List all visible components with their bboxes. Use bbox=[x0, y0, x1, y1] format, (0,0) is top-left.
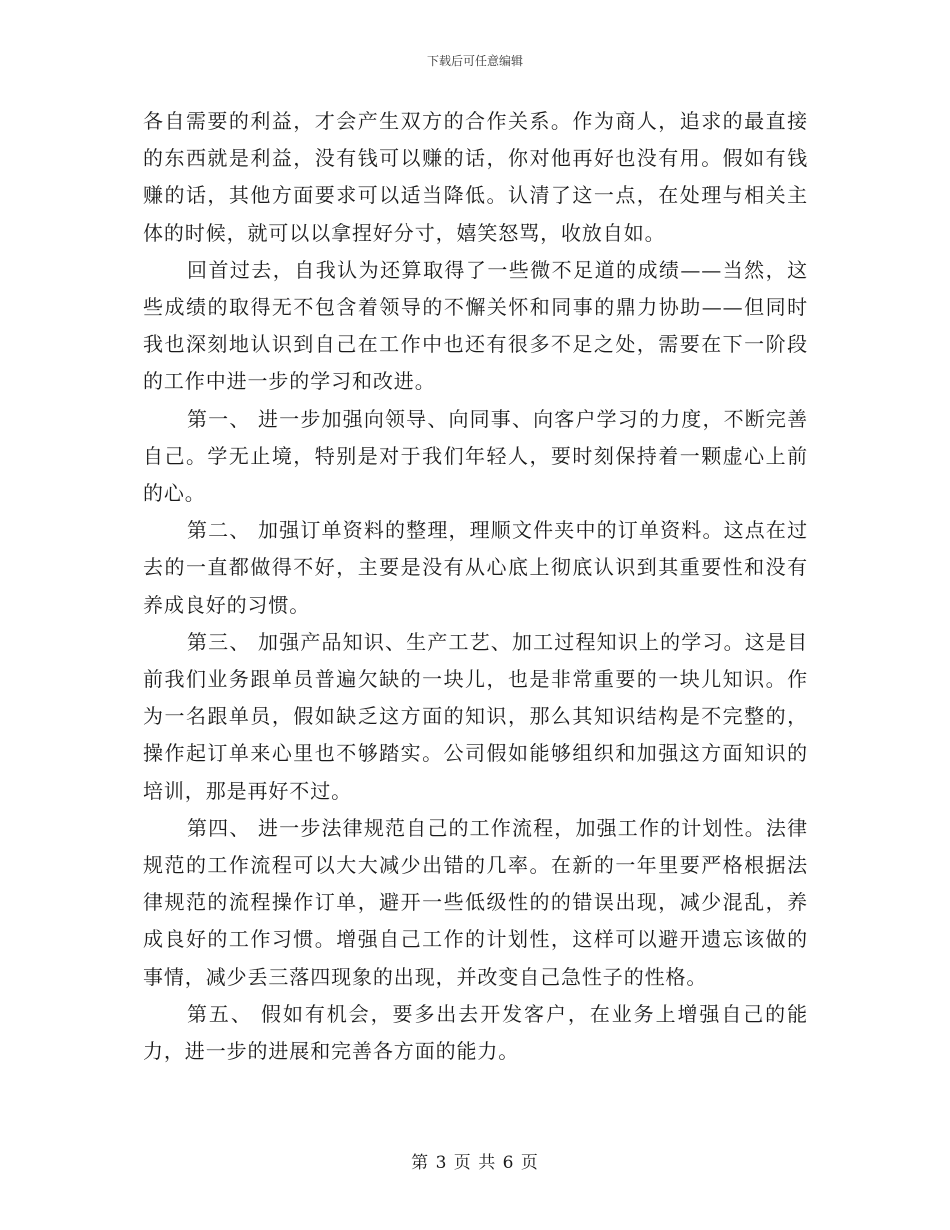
paragraph-point-4: 第四、 进一步法律规范自己的工作流程，加强工作的计划性。法律规范的工作流程可以大大减少出错的几率。在新的一年里要严格根据法律规范的流程操作订单，避开一些低级性的的错误出现，减少混乱，养成良好的工作习惯。增强自己工作的计划性，这样可以避开遗忘该做的事情，减少丢三落四现象的出现，并改变自己急性子的性格。 bbox=[143, 815, 808, 989]
paragraph-continuation: 各自需要的利益，才会产生双方的合作关系。作为商人，追求的最直接的东西就是利益，没有钱可以赚的话，你对他再好也没有用。假如有钱赚的话，其他方面要求可以适当降低。认清了这一点，在处理与相关主体的时候，就可以以拿捏好分寸，嬉笑怒骂，收放自如。 bbox=[143, 109, 808, 245]
page-number: 第 3 页 共 6 页 bbox=[411, 1153, 539, 1173]
document-body bbox=[143, 103, 808, 1070]
paragraph-point-5: 第五、 假如有机会，要多出去开发客户，在业务上增强自己的能力，进一步的进展和完善各方面的能力。 bbox=[143, 1001, 808, 1064]
paragraph-point-1: 第一、 进一步加强向领导、向同事、向客户学习的力度，不断完善自己。学无止境，特别是对于我们年轻人，要时刻保持着一颗虚心上前的心。 bbox=[143, 406, 808, 506]
paragraph-point-2: 第二、 加强订单资料的整理，理顺文件夹中的订单资料。这点在过去的一直都做得不好，主要是没有从心底上彻底认识到其重要性和没有养成良好的习惯。 bbox=[143, 518, 808, 617]
paragraph-review: 回首过去，自我认为还算取得了一些微不足道的成绩——当然，这些成绩的取得无不包含着领导的不懈关怀和同事的鼎力协助——但同时我也深刻地认识到自己在工作中也还有很多不足之处，需要在下一阶段的工作中进一步的学习和改进。 bbox=[143, 257, 808, 394]
paragraph-point-3: 第三、 加强产品知识、生产工艺、加工过程知识上的学习。这是目前我们业务跟单员普遍欠缺的一块儿，也是非常重要的一块儿知识。作为一名跟单员，假如缺乏这方面的知识，那么其知识结构是不完整的，操作起订单来心里也不够踏实。公司假如能够组织和加强这方面知识的培训，那是再好不过。 bbox=[143, 629, 808, 803]
page-header: 下载后可任意编辑 bbox=[426, 54, 523, 68]
